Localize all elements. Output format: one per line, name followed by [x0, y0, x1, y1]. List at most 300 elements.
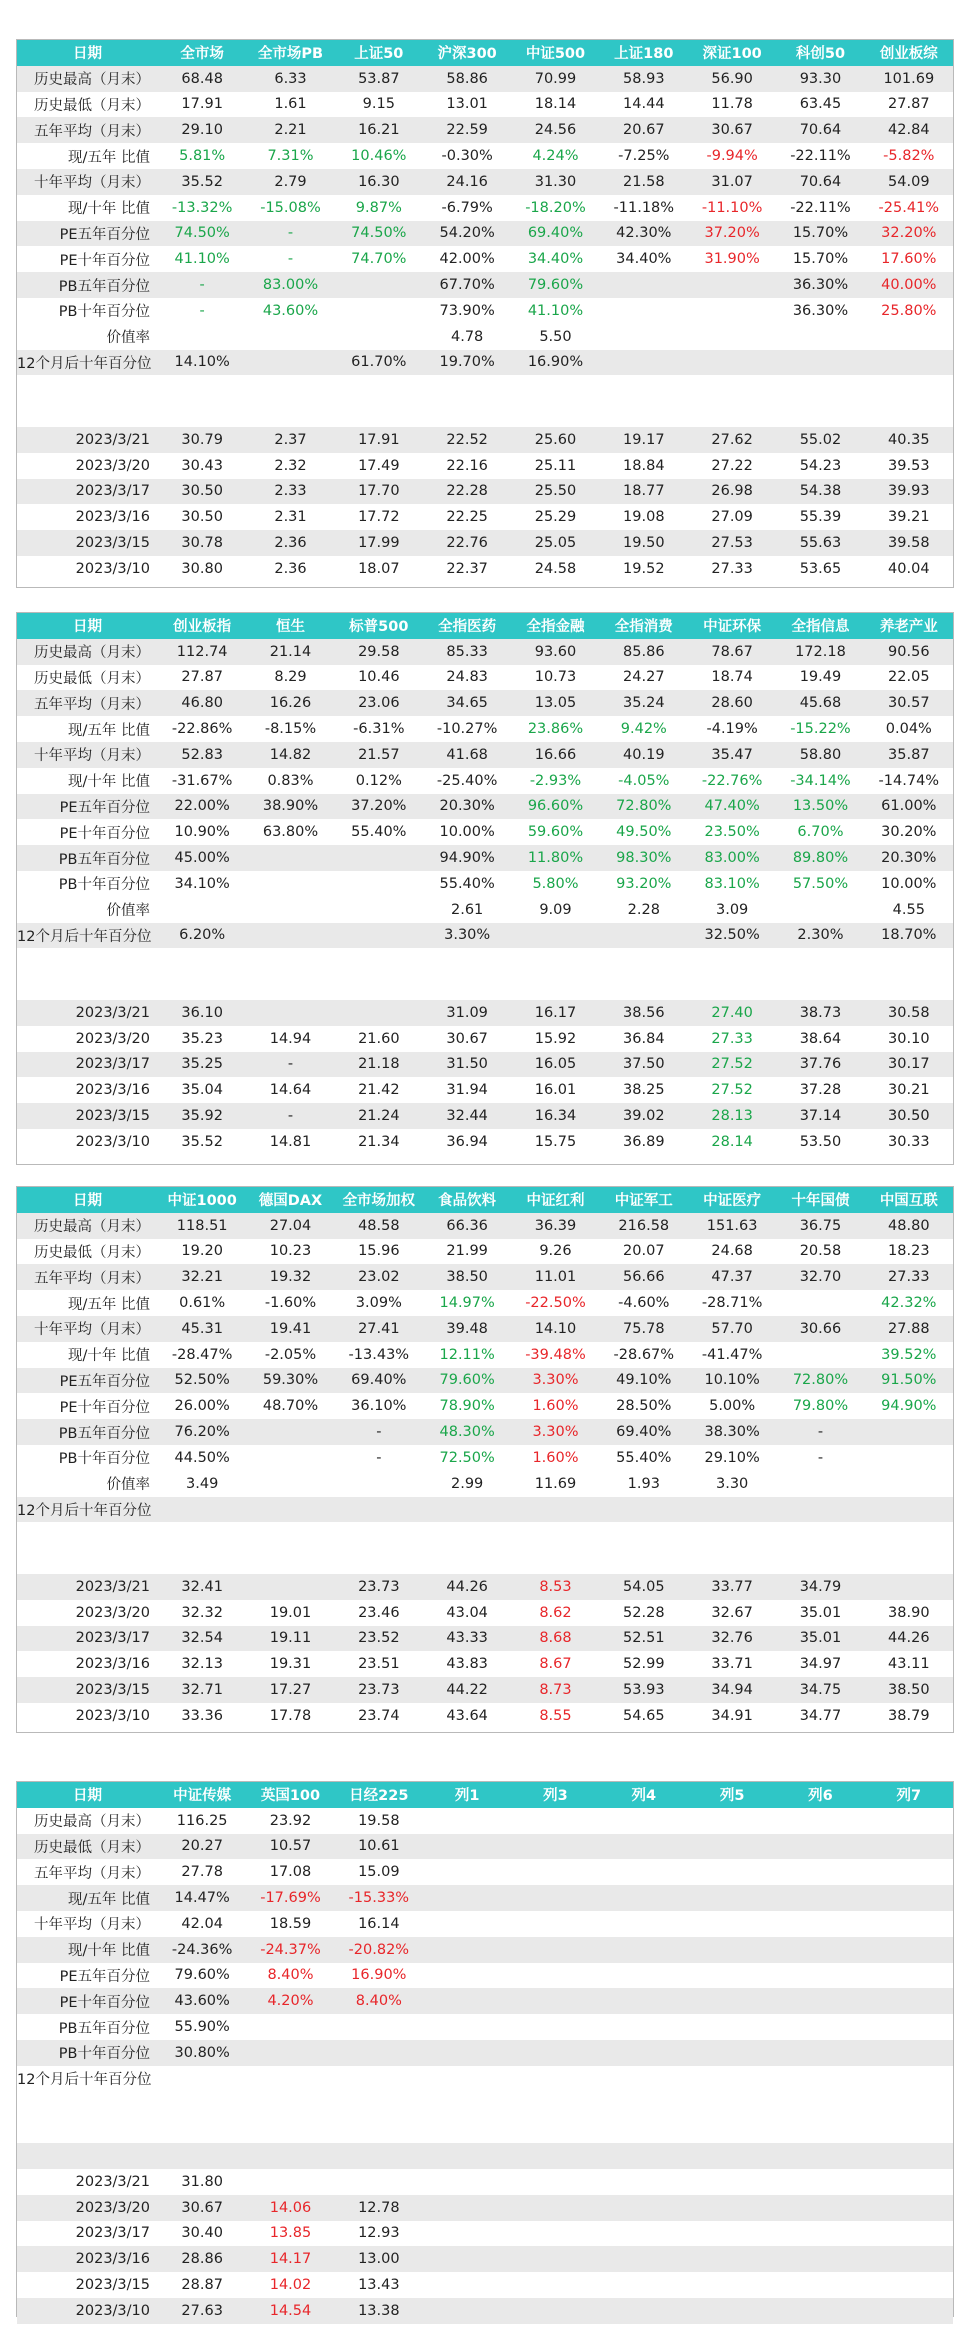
value-cell: 79.60% [511, 272, 599, 298]
value-cell: 24.56 [511, 117, 599, 143]
column-header: 上证180 [600, 40, 688, 66]
value-cell: 30.57 [865, 690, 953, 716]
value-cell: 101.69 [865, 66, 953, 92]
value-cell: 30.50 [181, 509, 223, 526]
value-cell: 43.04 [446, 1604, 488, 1621]
value-cell: 47.37 [688, 1264, 776, 1290]
value-cell: 54.20% [423, 221, 511, 247]
value-cell: - [246, 1052, 334, 1078]
column-header: 全指消费 [600, 613, 688, 639]
value-cell: 16.90% [351, 1967, 407, 1984]
value-cell [688, 2195, 776, 2221]
value-cell: 8.40% [335, 1988, 423, 2014]
value-cell: 38.64 [799, 1030, 842, 1047]
value-cell [600, 272, 688, 298]
value-cell: 66.36 [423, 1213, 511, 1239]
value-cell [423, 2246, 511, 2272]
value-cell: 36.10% [351, 1398, 407, 1415]
value-cell [688, 1859, 776, 1885]
value-cell: - [158, 272, 246, 298]
value-cell: 0.04% [885, 721, 932, 738]
spacer-row [17, 2092, 953, 2118]
row-label: 现/十年 比值 [68, 1348, 150, 1365]
value-cell: -6.79% [441, 199, 493, 216]
value-cell: 40.00% [865, 272, 953, 298]
value-cell [688, 1988, 776, 2014]
value-cell: 32.50% [688, 923, 776, 949]
value-cell: 35.92 [158, 1103, 246, 1129]
empty-cell [246, 2092, 334, 2118]
value-cell: 69.40% [600, 1419, 688, 1445]
value-cell: 12.11% [439, 1346, 495, 1363]
row-label: 2023/3/16 [17, 2246, 158, 2272]
value-cell [600, 2246, 688, 2272]
value-cell: 38.25 [623, 1082, 665, 1099]
table-row [17, 1342, 953, 1368]
value-cell: 34.75 [776, 1677, 864, 1703]
column-header: 创业板指 [158, 613, 246, 639]
value-cell: 30.17 [865, 1052, 953, 1078]
row-label: PB十年百分位 [58, 877, 150, 894]
value-cell: 31.30 [511, 169, 599, 195]
value-cell: 32.13 [181, 1656, 223, 1673]
table-row [17, 1808, 953, 1834]
value-cell: 35.25 [158, 1052, 246, 1078]
value-cell: 30.67 [446, 1030, 488, 1047]
value-cell: 4.20% [246, 1988, 334, 2014]
empty-cell [688, 2117, 776, 2143]
value-cell: 4.55 [892, 901, 925, 918]
value-cell: 32.20% [865, 221, 953, 247]
value-cell: 58.80 [776, 742, 864, 768]
value-cell: 23.46 [358, 1604, 400, 1621]
value-cell: 2.33 [246, 479, 334, 505]
data-table [17, 1187, 953, 1729]
value-cell: -25.40% [436, 772, 498, 789]
value-cell: 72.80% [776, 1368, 864, 1394]
value-cell: -24.36% [158, 1937, 246, 1963]
table-row [17, 143, 953, 169]
value-cell: 34.10% [174, 875, 230, 892]
spacer-row [17, 974, 953, 1000]
table-row [17, 169, 953, 195]
empty-cell [335, 1548, 423, 1574]
value-cell: -11.18% [613, 199, 675, 216]
value-cell: 14.47% [158, 1885, 246, 1911]
row-label: 现/五年 比值 [68, 1296, 150, 1313]
row-label: 2023/3/10 [75, 560, 150, 577]
value-cell [688, 1808, 776, 1834]
value-cell: 38.90% [246, 794, 334, 820]
value-cell [600, 1988, 688, 2014]
row-label: 历史最高（月末） [17, 639, 158, 665]
value-cell [511, 1859, 599, 1885]
value-cell: 34.97 [799, 1656, 842, 1673]
row-label: PB五年百分位 [17, 845, 158, 871]
value-cell: 27.41 [335, 1316, 423, 1342]
table-row [17, 665, 953, 691]
value-cell [688, 2066, 776, 2092]
value-cell: 14.94 [269, 1030, 312, 1047]
value-cell: 45.31 [158, 1316, 246, 1342]
value-cell [688, 2221, 776, 2247]
value-cell [865, 1937, 953, 1963]
empty-cell [423, 401, 511, 427]
empty-cell [776, 375, 864, 401]
value-cell: 16.34 [511, 1103, 599, 1129]
value-cell: 2.31 [274, 509, 307, 526]
value-cell: 32.71 [158, 1677, 246, 1703]
value-cell: 68.48 [158, 66, 246, 92]
value-cell [511, 1937, 599, 1963]
value-cell [600, 2169, 688, 2195]
value-cell: 70.64 [776, 117, 864, 143]
row-label: PE五年百分位 [17, 794, 158, 820]
value-cell [423, 1911, 511, 1937]
empty-cell [865, 1522, 953, 1548]
empty-cell [246, 2143, 334, 2169]
value-cell: -8.15% [264, 721, 317, 738]
value-cell [600, 324, 688, 350]
value-cell: 38.50 [423, 1264, 511, 1290]
value-cell: 34.77 [799, 1707, 842, 1724]
value-cell [776, 1988, 864, 2014]
value-cell [865, 2066, 953, 2092]
value-cell: 57.50% [792, 875, 849, 892]
value-cell: 83.00% [246, 272, 334, 298]
value-cell: 27.22 [711, 457, 753, 474]
value-cell [865, 1834, 953, 1860]
value-cell: 15.70% [792, 251, 849, 268]
value-cell: -17.69% [246, 1885, 334, 1911]
value-cell: 58.93 [600, 66, 688, 92]
table-row [17, 794, 953, 820]
header-row [17, 40, 953, 66]
value-cell: 8.53 [511, 1574, 599, 1600]
value-cell [776, 2221, 864, 2247]
value-cell [423, 1859, 511, 1885]
value-cell: 49.10% [600, 1368, 688, 1394]
table-row [17, 871, 953, 897]
value-cell [600, 1808, 688, 1834]
value-cell [688, 1834, 776, 1860]
empty-cell [17, 1522, 158, 1548]
empty-cell [865, 2143, 953, 2169]
spacer-row [17, 1548, 953, 1574]
empty-cell [246, 2117, 334, 2143]
value-cell [776, 2246, 864, 2272]
value-cell: 24.58 [534, 560, 577, 577]
value-cell: - [246, 221, 334, 247]
value-cell: 18.70% [865, 923, 953, 949]
value-cell: 172.18 [776, 639, 864, 665]
table-row [17, 530, 953, 556]
value-cell: 35.52 [181, 1133, 223, 1150]
empty-cell [17, 375, 158, 401]
value-cell: 30.79 [158, 427, 246, 453]
table-row [17, 221, 953, 247]
value-cell [246, 2066, 334, 2092]
value-cell: 31.90% [704, 251, 760, 268]
empty-cell [600, 2092, 688, 2118]
value-cell [600, 1859, 688, 1885]
value-cell [776, 1342, 864, 1368]
value-cell [511, 1808, 599, 1834]
column-header: 中证红利 [511, 1187, 599, 1213]
value-cell: 16.14 [358, 1915, 400, 1932]
value-cell: 67.70% [423, 272, 511, 298]
empty-cell [688, 974, 776, 1000]
header-row [17, 1782, 953, 1808]
empty-cell [335, 974, 423, 1000]
empty-cell [511, 974, 599, 1000]
row-label: 12个月后十年百分位 [17, 350, 158, 376]
value-cell: 30.67 [158, 2195, 246, 2221]
value-cell [600, 1911, 688, 1937]
value-cell: 35.04 [181, 1082, 223, 1099]
value-cell: 5.00% [709, 1398, 756, 1415]
value-cell: 23.52 [335, 1626, 423, 1652]
value-cell [511, 2195, 599, 2221]
value-cell: 33.77 [688, 1574, 776, 1600]
value-cell: 40.35 [865, 427, 953, 453]
value-cell [688, 324, 776, 350]
value-cell: -11.10% [701, 199, 763, 216]
value-cell: 83.10% [704, 875, 760, 892]
table-row [17, 1626, 953, 1652]
value-cell: 90.56 [865, 639, 953, 665]
empty-cell [246, 1522, 334, 1548]
value-cell [865, 2169, 953, 2195]
value-cell: 42.32% [881, 1295, 937, 1312]
value-cell: -4.19% [706, 721, 758, 738]
value-cell: 20.27 [158, 1834, 246, 1860]
table-row [17, 427, 953, 453]
row-label: 五年平均（月末） [17, 1264, 158, 1290]
value-cell [600, 2014, 688, 2040]
value-cell: 27.53 [688, 530, 776, 556]
value-cell: 55.90% [174, 2019, 230, 2036]
empty-cell [776, 401, 864, 427]
value-cell [511, 2246, 599, 2272]
value-cell [688, 2169, 776, 2195]
empty-cell [511, 375, 599, 401]
value-cell: 30.50 [158, 479, 246, 505]
value-cell: 6.33 [246, 66, 334, 92]
empty-cell [158, 375, 246, 401]
value-cell: 17.91 [181, 96, 223, 113]
value-cell [511, 1497, 599, 1523]
row-label: 现/五年 比值 [68, 722, 150, 739]
row-label: 2023/3/10 [17, 2298, 158, 2324]
value-cell: 27.33 [865, 1264, 953, 1290]
value-cell: 44.26 [423, 1574, 511, 1600]
value-cell: 32.67 [711, 1604, 753, 1621]
table-row [17, 2246, 953, 2272]
row-label: 2023/3/21 [17, 1574, 158, 1600]
value-cell: 22.16 [446, 457, 488, 474]
value-cell: 44.26 [865, 1626, 953, 1652]
value-cell [776, 2195, 864, 2221]
row-label: 五年平均（月末） [34, 1865, 150, 1882]
value-cell [423, 2195, 511, 2221]
value-cell: 27.78 [181, 1864, 223, 1881]
table-row [17, 1963, 953, 1989]
column-header: 创业板综 [865, 40, 953, 66]
value-cell: 54.09 [865, 169, 953, 195]
value-cell: 54.38 [776, 479, 864, 505]
value-cell: 39.93 [865, 479, 953, 505]
value-cell: 21.60 [358, 1030, 400, 1047]
empty-cell [423, 948, 511, 974]
table-row [17, 742, 953, 768]
value-cell: 12.93 [358, 2225, 400, 2242]
empty-cell [776, 948, 864, 974]
table-row [17, 1937, 953, 1963]
value-cell: 26.98 [688, 479, 776, 505]
value-cell: 32.76 [688, 1626, 776, 1652]
table-row [17, 246, 953, 272]
value-cell [423, 2221, 511, 2247]
empty-cell [511, 948, 599, 974]
value-cell: 39.21 [888, 509, 930, 526]
row-label: PE十年百分位 [17, 1988, 158, 2014]
value-cell: 25.05 [511, 530, 599, 556]
value-cell: 13.38 [335, 2298, 423, 2324]
value-cell: - [199, 302, 205, 319]
value-cell [511, 1911, 599, 1937]
value-cell [511, 2066, 599, 2092]
value-cell: 42.00% [439, 251, 495, 268]
row-label: PB十年百分位 [17, 2040, 158, 2066]
row-label: 2023/3/16 [75, 509, 150, 526]
value-cell: 32.41 [158, 1574, 246, 1600]
value-cell [423, 2169, 511, 2195]
row-label: 十年平均（月末） [17, 1316, 158, 1342]
value-cell: -6.31% [353, 721, 405, 738]
value-cell: 39.58 [865, 530, 953, 556]
value-cell: 13.43 [358, 2277, 400, 2294]
value-cell: 11.80% [511, 845, 599, 871]
value-cell: - [376, 1449, 382, 1466]
value-cell: 1.61 [274, 96, 307, 113]
table-row [17, 1239, 953, 1265]
value-cell [776, 324, 864, 350]
value-cell: 46.80 [158, 690, 246, 716]
table-row [17, 2014, 953, 2040]
value-cell [600, 2272, 688, 2298]
value-cell: 29.10 [158, 117, 246, 143]
value-cell [776, 2298, 864, 2324]
value-cell: 30.33 [888, 1133, 930, 1150]
row-label: 2023/3/21 [17, 1000, 158, 1026]
value-cell: 54.65 [623, 1707, 665, 1724]
row-label: PE五年百分位 [17, 221, 158, 247]
empty-cell [246, 375, 334, 401]
table-row [17, 1445, 953, 1471]
column-header: 科创50 [776, 40, 864, 66]
value-cell: 48.58 [335, 1213, 423, 1239]
row-label: 历史最高（月末） [34, 1814, 150, 1831]
column-header: 中证500 [511, 40, 599, 66]
value-cell: 18.07 [358, 560, 400, 577]
empty-cell [600, 1548, 688, 1574]
empty-cell [17, 2092, 158, 2118]
header-date-label: 日期 [17, 40, 158, 66]
value-cell: -28.71% [701, 1295, 763, 1312]
value-cell [423, 2272, 511, 2298]
table-row [17, 1859, 953, 1885]
row-label: 2023/3/17 [17, 1626, 158, 1652]
table-row [17, 453, 953, 479]
value-cell: -14.74% [878, 772, 940, 789]
value-cell: 29.10% [704, 1449, 760, 1466]
column-header: 食品饮料 [423, 1187, 511, 1213]
value-cell: 59.30% [246, 1368, 334, 1394]
table-row [17, 690, 953, 716]
row-label: 价值率 [106, 330, 150, 347]
value-cell: 41.10% [527, 302, 584, 319]
value-cell: 38.79 [888, 1707, 930, 1724]
value-cell: 12.78 [335, 2195, 423, 2221]
value-cell: 17.70 [335, 479, 423, 505]
value-cell: 8.68 [511, 1626, 599, 1652]
value-cell: 17.08 [269, 1864, 312, 1881]
value-cell [776, 1937, 864, 1963]
value-cell: 42.30% [600, 221, 688, 247]
value-cell: 10.00% [881, 875, 937, 892]
empty-cell [17, 2117, 158, 2143]
value-cell: 13.01 [446, 96, 488, 113]
value-cell: 30.21 [888, 1082, 930, 1099]
value-cell [600, 1963, 688, 1989]
value-cell [246, 1445, 334, 1471]
empty-cell [688, 1548, 776, 1574]
value-cell: 18.59 [269, 1915, 312, 1932]
value-cell: 37.28 [799, 1082, 842, 1099]
value-cell: 16.17 [511, 1000, 599, 1026]
value-cell: 5.81% [179, 148, 226, 165]
value-cell: 10.10% [688, 1368, 776, 1394]
row-label: PB五年百分位 [58, 2020, 150, 2037]
value-cell: 53.50 [799, 1133, 842, 1150]
value-cell: 15.92 [534, 1030, 577, 1047]
row-label: 2023/3/21 [75, 2173, 150, 2190]
value-cell: 63.45 [799, 96, 842, 113]
value-cell: 17.72 [358, 509, 400, 526]
column-header: 列4 [600, 1782, 688, 1808]
row-label: PE十年百分位 [59, 252, 150, 269]
value-cell: 27.52 [688, 1052, 776, 1078]
value-cell: 96.60% [511, 794, 599, 820]
table-row [17, 923, 953, 949]
value-cell: 3.09% [355, 1295, 402, 1312]
value-cell: 19.20 [181, 1243, 223, 1260]
value-cell [865, 1574, 953, 1600]
value-cell: 39.48 [423, 1316, 511, 1342]
value-cell: 5.50 [539, 328, 572, 345]
value-cell: 0.12% [355, 772, 402, 789]
value-cell: 112.74 [158, 639, 246, 665]
value-cell [335, 2169, 423, 2195]
value-cell: 28.13 [688, 1103, 776, 1129]
value-cell: 28.60 [688, 690, 776, 716]
table-row [17, 1471, 953, 1497]
value-cell [246, 1000, 334, 1026]
empty-cell [865, 375, 953, 401]
value-cell: 14.81 [269, 1133, 312, 1150]
row-label: 2023/3/20 [75, 1604, 150, 1621]
